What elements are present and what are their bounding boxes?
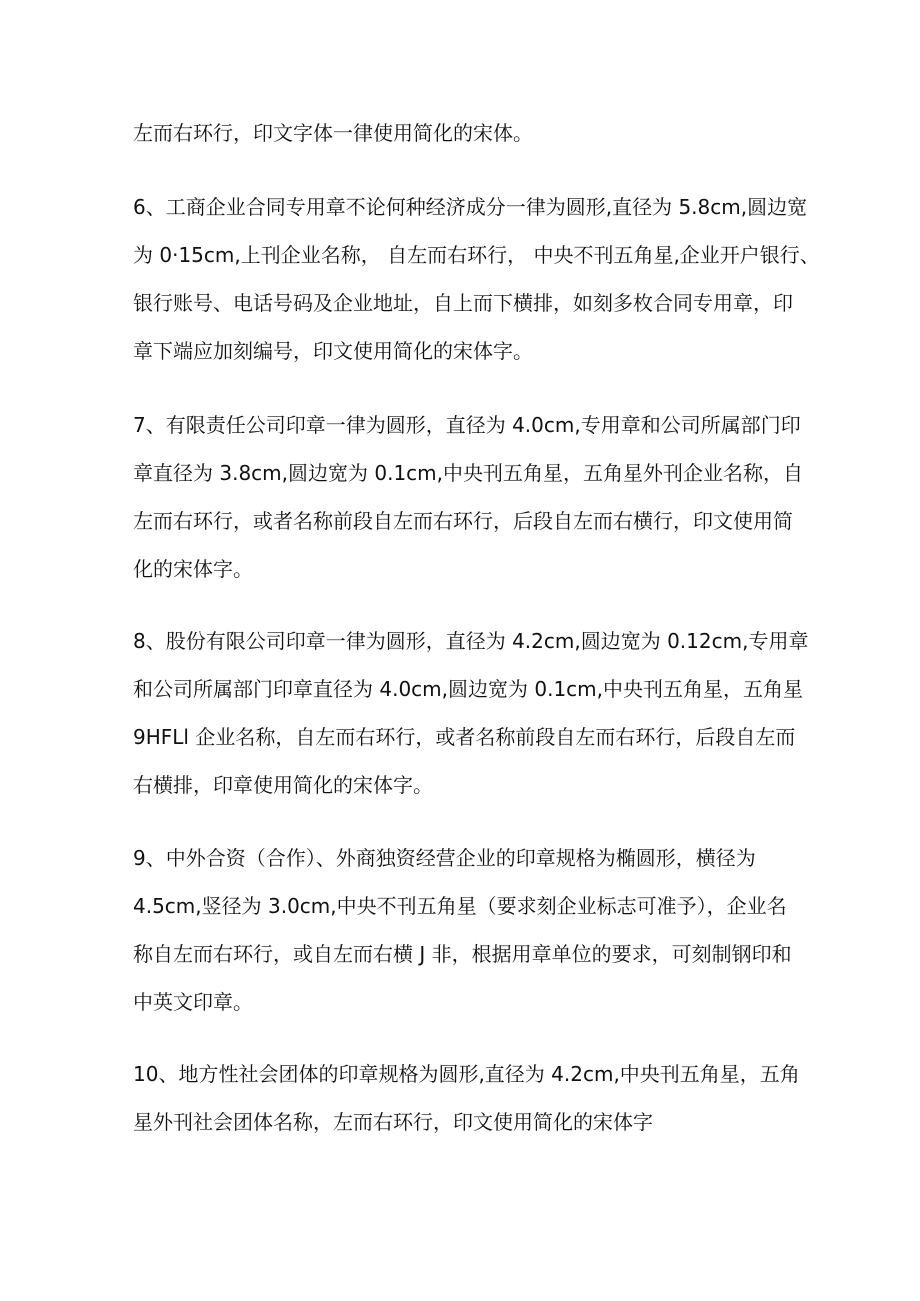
paragraph-7-line-1: 7、有限责任公司印章一律为圆形，直径为 4.0cm,专用章和公司所属部门印 xyxy=(133,413,801,437)
paragraph-8-line-4: 右横排，印章使用简化的宋体字。 xyxy=(133,773,433,797)
paragraph-8-line-3: 9HFLl 企业名称，自左而右环行，或者名称前段自左而右环行，后段自左而 xyxy=(133,725,796,749)
paragraph-6-line-2: 为 0·15cm,上刊企业名称， 自左而右环行， 中央不刊五角星,企业开户银行、 xyxy=(133,243,820,267)
paragraph-7-line-4: 化的宋体字。 xyxy=(133,557,253,581)
paragraph-10-line-2: 星外刊社会团体名称，左而右环行，印文使用简化的宋体字 xyxy=(133,1110,653,1134)
paragraph-9-line-4: 中英文印章。 xyxy=(133,990,253,1014)
paragraph-9-line-3: 称自左而右环行，或自左而右横 J 非，根据用章单位的要求，可刻制钢印和 xyxy=(133,942,792,966)
paragraph-10-line-1: 10、地方性社会团体的印章规格为圆形,直径为 4.2cm,中央刊五角星，五角 xyxy=(133,1062,800,1086)
paragraph-6-line-4: 章下端应加刻编号，印文使用简化的宋体字。 xyxy=(133,339,533,363)
paragraph-7-line-2: 章直径为 3.8cm,圆边宽为 0.1cm,中央刊五角星，五角星外刊企业名称，自 xyxy=(133,461,803,485)
paragraph-6-line-1: 6、工商企业合同专用章不论何种经济成分一律为圆形,直径为 5.8cm,圆边宽 xyxy=(133,195,808,219)
paragraph-1-line-1: 左而右环行，印文字体一律使用简化的宋体。 xyxy=(133,121,533,145)
paragraph-9-line-1: 9、中外合资（合作）、外商独资经营企业的印章规格为椭圆形，横径为 xyxy=(133,846,756,870)
paragraph-9-line-2: 4.5cm,竖径为 3.0cm,中央不刊五角星（要求刻企业标志可准予），企业名 xyxy=(133,894,787,918)
paragraph-8-line-1: 8、股份有限公司印章一律为圆形，直径为 4.2cm,圆边宽为 0.12cm,专用章 xyxy=(133,629,809,653)
paragraph-6-line-3: 银行账号、电话号码及企业地址，自上而下横排，如刻多枚合同专用章，印 xyxy=(133,291,793,315)
paragraph-8-line-2: 和公司所属部门印章直径为 4.0cm,圆边宽为 0.1cm,中央刊五角星，五角星 xyxy=(133,677,803,701)
paragraph-7-line-3: 左而右环行，或者名称前段自左而右环行，后段自左而右横行，印文使用简 xyxy=(133,509,793,533)
